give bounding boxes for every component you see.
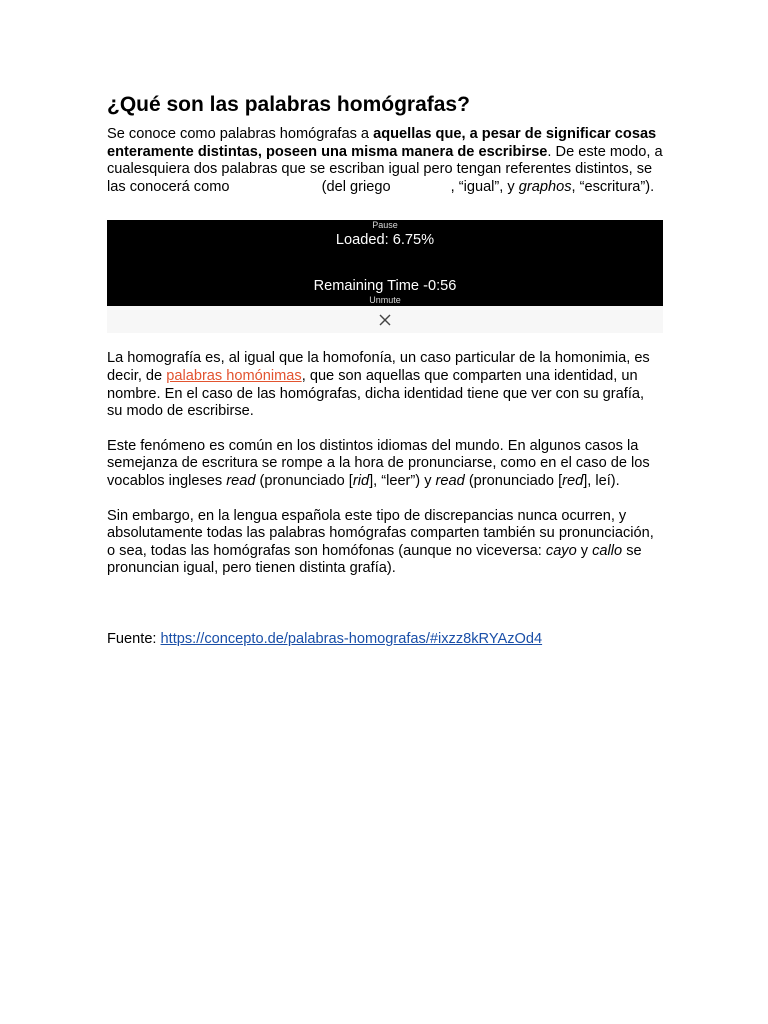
fenomeno-italic-red: red bbox=[562, 472, 584, 489]
blank-gap bbox=[234, 190, 318, 191]
source-link[interactable]: https://concepto.de/palabras-homografas/#ixzz8kRYAzOd4 bbox=[160, 630, 543, 647]
fenomeno-text-5: ], leí). bbox=[583, 472, 620, 489]
fenomeno-italic-rid: rid bbox=[352, 472, 370, 489]
unmute-button[interactable]: Unmute bbox=[369, 295, 401, 306]
intro-text-2: . De este modo, a cualesquiera dos palabras que se escriban igual pero tengan referentes distintos, se las conocerá como bbox=[107, 143, 663, 195]
blank-gap bbox=[395, 190, 451, 191]
remaining-time: Remaining Time -0:56 bbox=[313, 278, 457, 295]
intro-italic-graphos: graphos bbox=[518, 178, 572, 195]
intro-text-3: (del griego bbox=[317, 178, 395, 195]
paragraph-intro bbox=[107, 126, 663, 196]
video-player[interactable] bbox=[107, 220, 663, 306]
intro-text-5: , “escritura”). bbox=[571, 178, 655, 195]
player-close-bar bbox=[107, 306, 663, 333]
document-page bbox=[107, 92, 663, 649]
homonimia-text-2: , que son aquellas que comparten una identidad, un nombre. En el caso de las homógrafas, dicha identidad tiene que ver con su grafía, su modo de escribirse. bbox=[107, 367, 645, 420]
loaded-status: Loaded: 6.75% bbox=[335, 232, 435, 249]
espanol-text-2: y bbox=[576, 542, 593, 559]
homonimia-text-1: La homografía es, al igual que la homofonía, un caso particular de la homonimia, es decir, de bbox=[107, 350, 650, 384]
espanol-text-1: Sin embargo, en la lengua española este tipo de discrepancias nunca ocurren, y absolutamente todas las palabras homógrafas comparten también su pronunciación, o sea, todas las homógrafas son homófonas (aunque no viceversa: bbox=[107, 507, 654, 559]
paragraph-homonimia bbox=[107, 350, 663, 420]
close-icon[interactable] bbox=[378, 313, 392, 327]
paragraph-fenomeno bbox=[107, 438, 663, 491]
intro-text-4: , “igual”, y bbox=[450, 178, 519, 195]
intro-bold-definition: aquellas que, a pesar de significar cosas enteramente distintas, poseen una misma manera de escribirse bbox=[107, 126, 657, 160]
fenomeno-text-3: ], “leer”) y bbox=[369, 472, 436, 489]
fenomeno-text-1: Este fenómeno es común en los distintos idiomas del mundo. En algunos casos la semejanza de escritura se rompe a la hora de pronunciarse, como en el caso de los vocablos ingleses bbox=[107, 437, 650, 489]
fenomeno-text-2: (pronunciado [ bbox=[255, 472, 353, 489]
source-label: Fuente: bbox=[107, 630, 161, 647]
pause-button[interactable]: Pause bbox=[372, 220, 398, 231]
source-line bbox=[107, 631, 663, 649]
fenomeno-italic-read-1: read bbox=[226, 472, 256, 489]
espanol-italic-cayo: cayo bbox=[545, 542, 577, 559]
intro-text-1: Se conoce como palabras homógrafas a bbox=[107, 126, 374, 142]
fenomeno-text-4: (pronunciado [ bbox=[464, 472, 563, 489]
paragraph-espanol bbox=[107, 508, 663, 578]
palabras-homonimas-link[interactable]: palabras homónimas bbox=[166, 367, 302, 384]
page-title: ¿Qué son las palabras homógrafas? bbox=[107, 93, 470, 116]
espanol-text-3: se pronuncian igual, pero tienen distinta grafía). bbox=[107, 542, 642, 577]
espanol-italic-callo: callo bbox=[592, 542, 623, 559]
fenomeno-italic-read-2: read bbox=[435, 472, 465, 489]
